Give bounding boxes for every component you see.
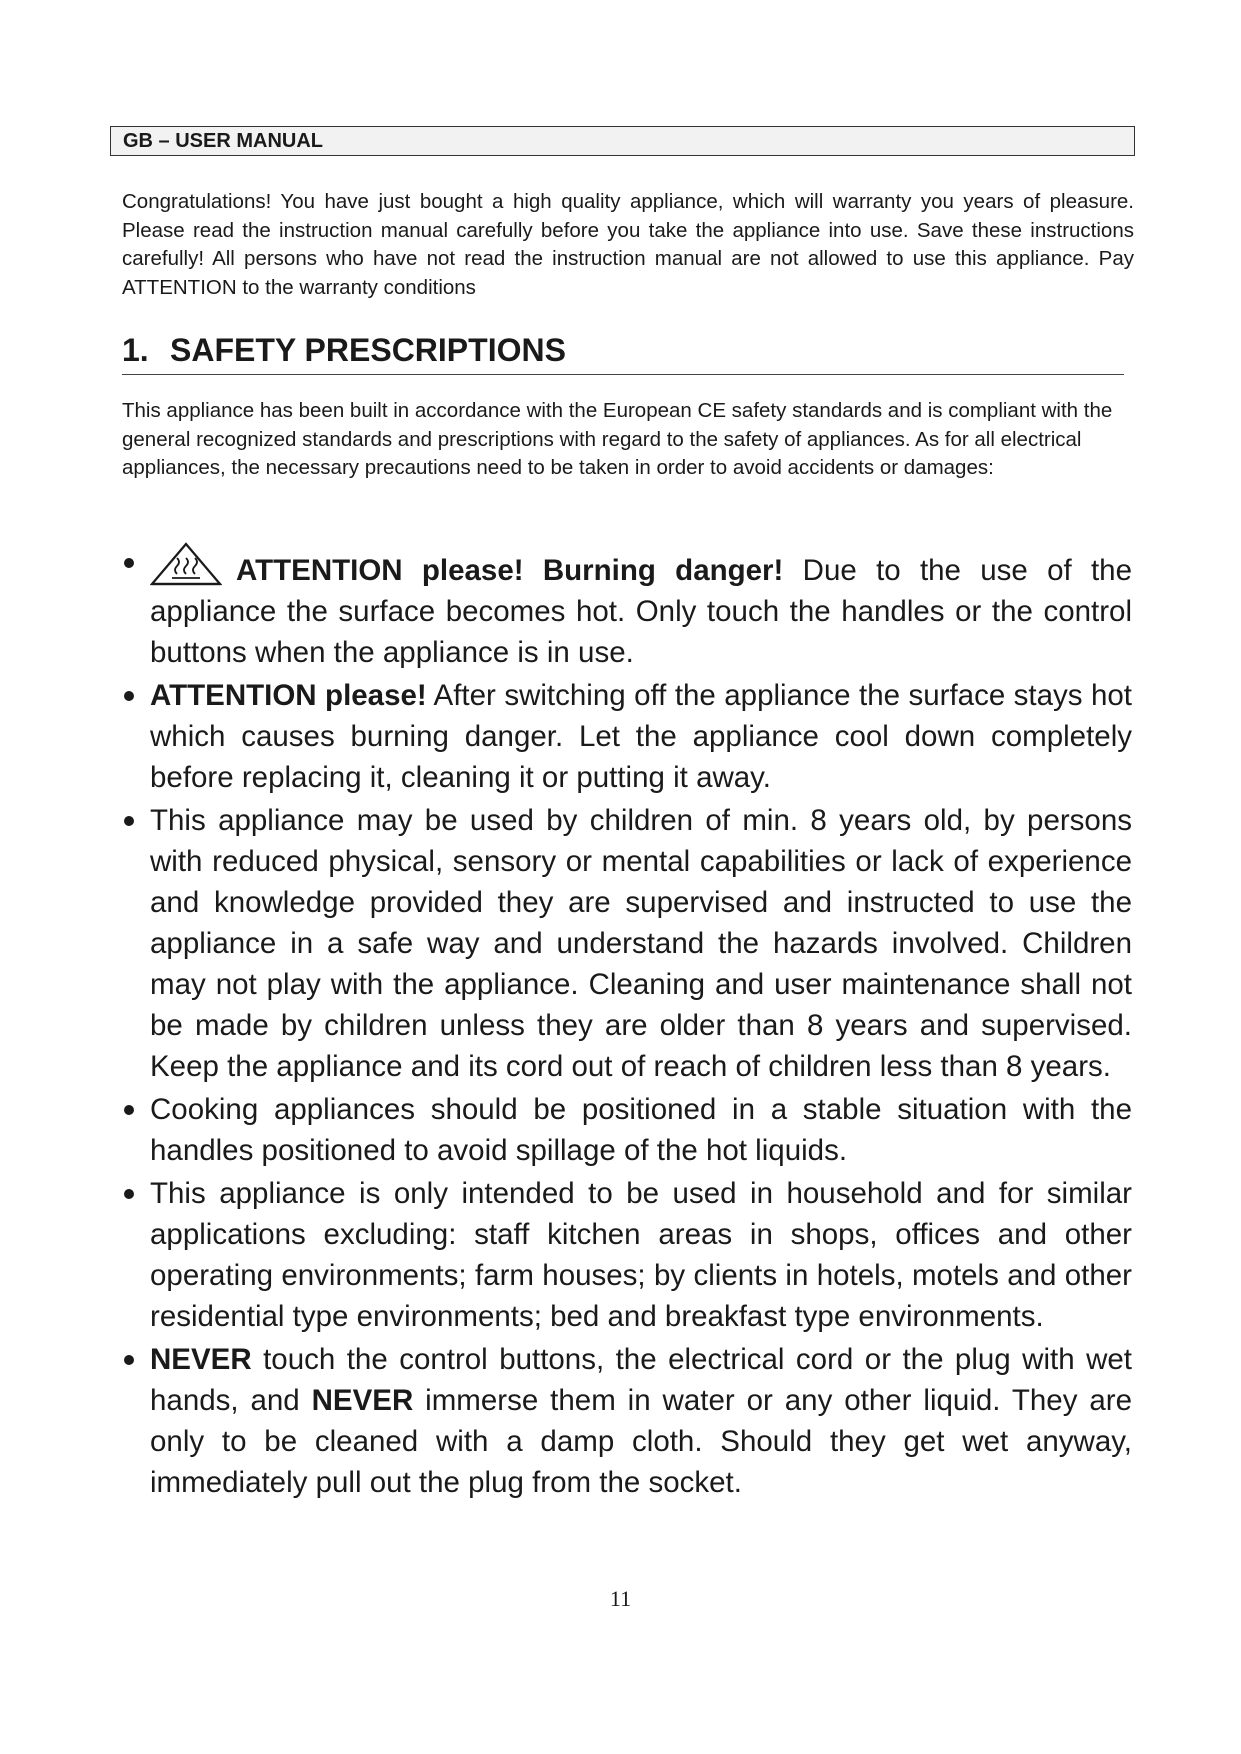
- manual-header-title: GB – USER MANUAL: [123, 130, 324, 152]
- item-text-2: immerse them in water or any other liquid. They are only to be cleaned with a damp cloth. Should they get wet anyway, immediately pull out the plug from the socket.: [150, 1384, 1132, 1499]
- safety-item-never-wet: [122, 1339, 1132, 1503]
- page-number: 11: [609, 1586, 632, 1611]
- hot-surface-warning-icon: [150, 542, 222, 586]
- safety-item-children: [122, 800, 1132, 1087]
- section-title: SAFETY PRESCRIPTIONS: [170, 332, 566, 368]
- item-text: This appliance may be used by children of min. 8 years old, by persons with reduced physical, sensory or mental capabilities or lack of experience and knowledge provided they are supervised and instructed to use the appliance in a safe way and understand the hazards involved. Children may not play with the appliance. Cleaning and user maintenance shall not be made by children unless they are older than 8 years and supervised. Keep the appliance and its cord out of reach of children less than 8 years.: [150, 804, 1132, 1083]
- section-intro-paragraph: This appliance has been built in accordance with the European CE safety standards and is compliant with the general recognized standards and prescriptions with regard to the safety of appliances. As for all electrical appliances, the necessary precautions need to be taken in order to avoid accidents or damages:: [122, 399, 1113, 479]
- safety-item-burning-danger: [122, 542, 1132, 673]
- safety-item-stable-position: [122, 1089, 1132, 1171]
- item-emphasis-2: NEVER: [311, 1384, 414, 1417]
- safety-item-household-use: [122, 1173, 1132, 1337]
- item-text: After switching off the appliance the surface stays hot which causes burning danger. Let the appliance cool down completely before replacing it, cleaning it or putting it away.: [150, 679, 1132, 794]
- section-heading: [122, 330, 1124, 375]
- item-emphasis: ATTENTION please! Burning danger!: [236, 554, 784, 587]
- safety-item-surface-hot: [122, 675, 1132, 798]
- item-text: touch the control buttons, the electrical cord or the plug with wet hands, and: [150, 1343, 1132, 1417]
- section-number: 1.: [122, 332, 149, 368]
- item-emphasis: ATTENTION please!: [150, 679, 427, 712]
- item-text: Due to the use of the appliance the surface becomes hot. Only touch the handles or the control buttons when the appliance is in use.: [150, 554, 1132, 669]
- item-emphasis: NEVER: [150, 1343, 252, 1376]
- manual-header: [110, 126, 1135, 156]
- item-text: This appliance is only intended to be used in household and for similar applications excluding: staff kitchen areas in shops, offices and other operating environments; farm houses; by clients in hotels, motels and other residential type environments; bed and breakfast type environments.: [150, 1177, 1132, 1333]
- intro-paragraph: Congratulations! You have just bought a high quality appliance, which will warranty you years of pleasure. Please read the instruction manual carefully before you take the appliance into use. Save these instructions carefully! All persons who have not read the instruction manual are not allowed to use this appliance. Pay ATTENTION to the warranty conditions: [122, 190, 1134, 299]
- safety-list: [122, 542, 1132, 1505]
- item-text: Cooking appliances should be positioned in a stable situation with the handles positioned to avoid spillage of the hot liquids.: [150, 1093, 1132, 1167]
